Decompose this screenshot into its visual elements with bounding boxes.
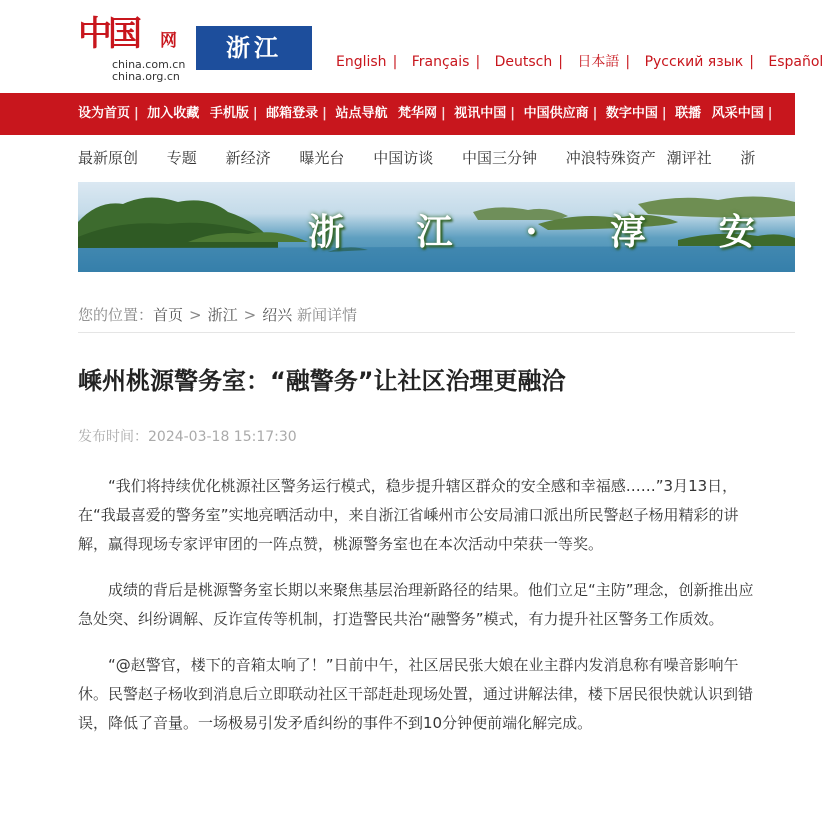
divider: | [592,106,598,121]
region-banner [78,182,795,272]
article-title: 嵊州桃源警务室：“融警务”让社区治理更融洽 [78,367,566,395]
divider: | [558,54,563,70]
logo-mark: 中国 [78,14,138,54]
channel-zhe[interactable]: 浙 [740,149,756,167]
topnav-sitemap[interactable]: 站点导航 [335,106,388,121]
topnav-supplier[interactable]: 中国供应商 [523,106,589,121]
breadcrumb-separator: > [243,306,257,324]
divider: | [252,106,258,121]
channel-topics[interactable]: 专题 [166,149,197,167]
breadcrumb-prefix: 您的位置： [78,306,154,324]
site-header [0,0,823,93]
divider: | [749,54,754,70]
lang-japanese[interactable]: 日本語 [577,54,620,70]
site-logo[interactable] [78,4,188,83]
divider: | [625,54,631,70]
lang-french[interactable]: Français [411,54,470,70]
channel-interview[interactable]: 中国访谈 [373,149,434,167]
topnav-fanhua[interactable]: 梵华网 [397,106,437,121]
region-badge[interactable]: 浙江 [196,26,312,70]
topnav-mail[interactable]: 邮箱登录 [266,106,319,121]
divider: | [441,106,446,121]
article-body [78,472,765,738]
channel-new-economy[interactable]: 新经济 [225,149,271,167]
channel-nav [0,135,795,182]
topnav-digital[interactable]: 数字中国 [605,106,658,121]
logo-wang: 网 [160,31,177,51]
article-paragraph: “我们将持续优化桃源社区警务运行模式，稳步提升辖区群众的安全感和幸福感……”3月13日，在“我最喜爱的警务室”实地亮晒活动中，来自浙江省嵊州市公安局浦口派出所民警赵子杨用精彩的讲解，赢得现场专家评审团的一阵点赞，桃源警务室也在本次活动中荣获一等奖。 [78,477,739,553]
topnav-mobile[interactable]: 手机版 [209,106,249,121]
article-paragraph: 成绩的背后是桃源警务室长期以来聚焦基层治理新路径的结果。他们立足“主防”理念，创新推出应急处突、纠纷调解、反诈宣传等机制，打造警民共治“融警务”模式，有力提升社区警务工作质效。 [78,581,754,628]
lang-english[interactable]: English [336,54,387,70]
channel-exposure[interactable]: 曝光台 [299,149,345,167]
channel-chaopingshe[interactable]: 潮评社 [666,149,712,167]
topnav-video[interactable]: 视讯中国 [454,106,507,121]
lang-german[interactable]: Deutsch [494,54,553,70]
divider: | [322,106,327,121]
topnav-set-home[interactable]: 设为首页 [78,106,131,121]
article-paragraph: “@赵警官，楼下的音箱太响了！”日前中午，社区居民张大娘在业主群内发消息称有噪音影响午休。民警赵子杨收到消息后立即联动社区干部赶赴现场处置，通过讲解法律，楼下居民很快就认识到错误，降低了音量。一场极易引发矛盾纠纷的事件不到10分钟便前端化解完成。 [78,656,754,732]
topnav-fengcai[interactable]: 风采中国 [711,106,764,121]
breadcrumb-home[interactable]: 首页 [153,306,184,324]
channel-three-minutes[interactable]: 中国三分钟 [461,149,537,167]
divider: | [392,54,398,70]
publish-time: 发布时间：2024-03-18 15:17:30 [78,429,297,445]
logo-url-primary: china.com.cn [112,58,186,71]
breadcrumb-separator: > [189,306,202,324]
divider: | [767,106,773,121]
breadcrumb [78,304,795,333]
channel-special-assets[interactable]: 冲浪特殊资产 [565,149,656,167]
lang-russian[interactable]: Русский язык [644,54,744,70]
breadcrumb-city[interactable]: 绍兴 [262,306,293,324]
language-links [336,51,823,71]
breadcrumb-current: 新闻详情 [297,306,358,324]
divider: | [510,106,516,121]
top-nav-bar [0,93,795,135]
breadcrumb-province[interactable]: 浙江 [207,306,238,324]
lang-spanish[interactable]: Español [768,54,823,70]
divider: | [134,106,139,121]
channel-latest[interactable]: 最新原创 [78,149,139,167]
divider: | [661,106,667,121]
logo-url-secondary: china.org.cn [112,70,180,83]
banner-title: 浙 江 · 淳 安 [308,211,785,253]
topnav-favorite[interactable]: 加入收藏 [147,106,200,121]
topnav-lianbo[interactable]: 联播 [675,106,702,121]
divider: | [475,54,481,70]
